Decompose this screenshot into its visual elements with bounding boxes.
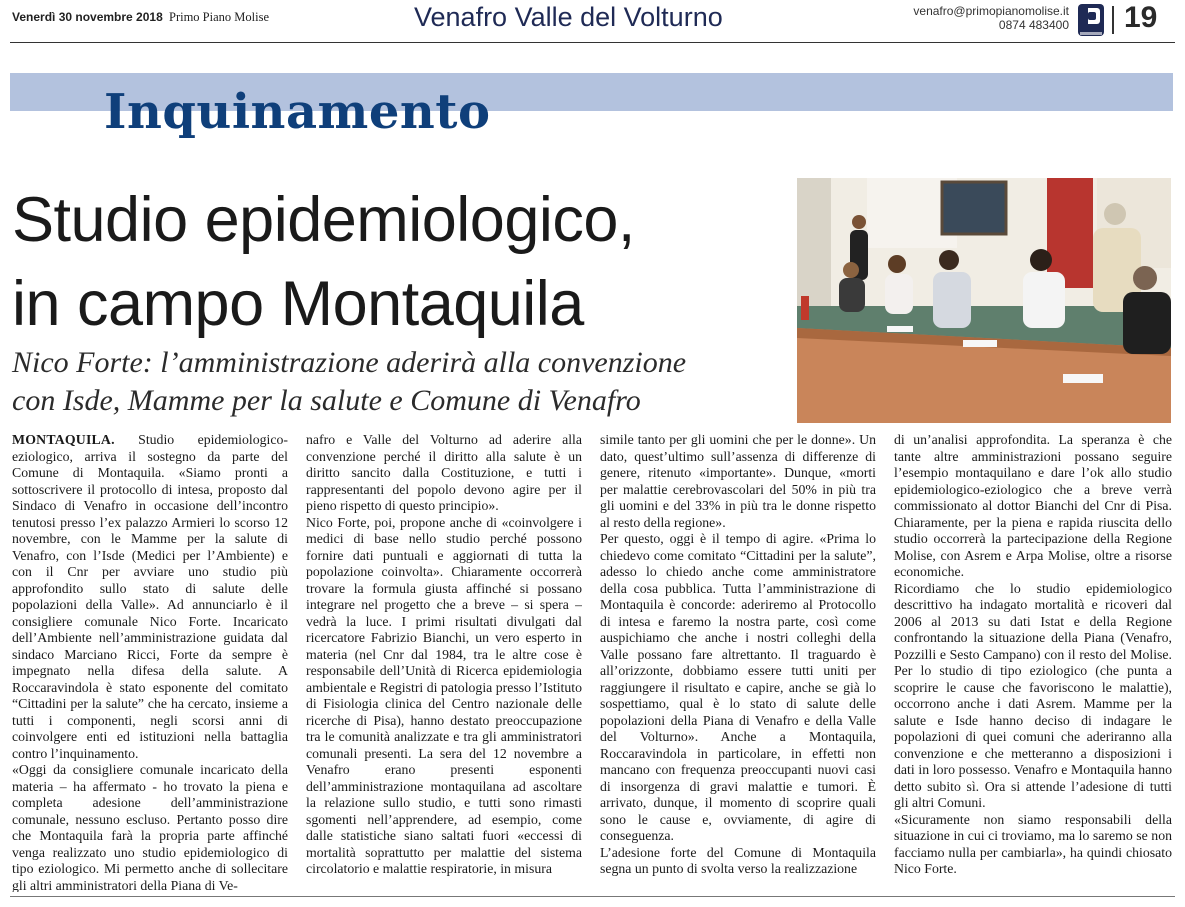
contact-email[interactable]: venafro@primopianomolise.it bbox=[913, 4, 1069, 18]
headline-line-1: Studio epidemiologico, bbox=[12, 185, 635, 255]
article-paragraph: «Sicuramente non siamo responsabili della situazione in cui ci troviamo, ma lo saremo se non facciamo nulla per cambiarla», ha quindi chiosato Nico Forte. bbox=[894, 811, 1172, 876]
article-paragraph: L’adesione forte del Comune di Montaquila segna un punto di svolta verso la realizzazione bbox=[600, 844, 876, 876]
article-paragraph: Nico Forte, poi, propone anche di «coinvolgere i medici di base nello studio perché possono fornire dati puntuali e aggiornati di tutta la popolazione coinvolta». Chiaramente occorrerà trovare la formula giusta affinché si possano integrare nel progetto che a breve – si spera – vedrà la luce. I primi risultati divulgati dal ricercatore Fabrizio Bianchi, un vero esperto in materia (nel Cnr dal 1984, tra le altre cose è responsabile dell’Unità di Ricerca epidemiologia ambientale e Registri di patologia presso l’Istituto di Fisiologia clinica del Centro nazionale delle ricerche di Pisa), hanno destato preoccupazione tra le comunità analizzate e tra gli amministratori comunali presenti. La sera del 12 novembre a Venafro erano presenti esponenti dell’amministrazione montaquilana ad ascoltare la relazione sullo studio, e tutti sono rimasti sgomenti nell’apprendere, ad esempio, come dalle statistiche siano saltati fuori «eccessi di mortalità soprattutto per malattie del sistema circolatorio e malattie respiratorie, in misura bbox=[306, 514, 582, 876]
page-number: 19 bbox=[1124, 1, 1158, 34]
article-paragraph: «Oggi da consigliere comunale incaricato della materia – ha affermato - ho trovato la piena e completa adesione dell’amministrazione comunale, nessuno escluso. Pertanto posso dire che Montaquila farà la propria parte affinché venga realizzato uno studio epidemiologico di tipo eziologico. Mi permetto anche di sollecitare gli altri amministratori della Piana di Ve- bbox=[12, 762, 288, 892]
contact-info bbox=[905, 4, 1069, 32]
dateline: MONTAQUILA. bbox=[12, 432, 115, 447]
article-paragraph bbox=[12, 432, 288, 762]
headline bbox=[12, 178, 812, 346]
article-paragraph: di un’analisi approfondita. La speranza è che tante altre amministrazioni possano seguire l’esempio montaquilano e dare l’ok allo studio epidemiologico-eziologico che a breve verrà commissionato al dottor Bianchi del Cnr di Pisa. Chiaramente, per la piena e rapida riuscita dello studio occorrerà la partecipazione della Regione Molise, con Asrem e Arpa Molise, oltre a risorse economiche. bbox=[894, 432, 1172, 579]
article-paragraph: Per questo, oggi è il tempo di agire. «Prima lo chiedevo come comitato “Cittadini per la salute”, adesso lo chiedo anche come amministratore della cosa pubblica. Tutta l’amministrazione di Montaquila è concorde: aderiremo al Protocollo di intesa e faremo la nostra parte, così come auspichiamo che anche i nostri colleghi della Valle possano fare altrettanto. Il traguardo è all’orizzonte, dobbiamo essere tutti uniti per raggiungere il risultato e capire, anche se già lo sospettiamo, qual è lo stato di salute delle popolazioni della Piana di Venafro e della Valle del Volturno». Anche a Montaquila, Roccaravindola in particolare, in effetti non mancano con frequenza preoccupanti nuovi casi di insorgenza di gravi malattie e tumori. È arrivato, dunque, il momento di scoprire quali sono le cause e, ovviamente, di agire di conseguenza. bbox=[600, 531, 876, 843]
subheadline bbox=[12, 344, 812, 420]
header-separator bbox=[1112, 6, 1114, 34]
edition-title: Venafro Valle del Volturno bbox=[414, 2, 723, 32]
article-column-2 bbox=[306, 432, 582, 892]
headline-line-2: in campo Montaquila bbox=[12, 269, 584, 339]
newspaper-logo-icon bbox=[1077, 3, 1105, 37]
issue-date: Venerdì 30 novembre 2018 bbox=[12, 10, 163, 24]
paragraph-text: Studio epidemiologico-eziologico, arriva il sostegno da parte del Comune di Montaquila. «Siamo pronti a sottoscrivere il protocollo di intesa, proposto dal Sindaco di Venafro in occasione dell’incontro tenutosi presso l’ex palazzo Armieri lo scorso 12 novembre, con le Mamme per la salute di Venafro, con l’Isde (Medici per l’Ambiente) e con il Cnr per avviare uno studio più approfondito sullo stato di salute delle popolazioni della Valle». Ad annunciarlo è il consigliere comunale Nico Forte. Incaricato dell’Ambiente nell’amministrazione guidata dal sindaco Marciano Ricci, Forte da sempre è impegnato nella difesa della salute. A Roccaravindola è stato esponente del comitato “Cittadini per la salute” che ha cercato, insieme a tutti i componenti, negli scorsi anni di coinvolgere enti ed istituzioni nella battaglia contro l’inquinamento. bbox=[12, 432, 288, 761]
section-title: Inquinamento bbox=[104, 84, 491, 140]
article-paragraph: nafro e Valle del Volturno ad aderire alla convenzione perché il diritto alla salute è un diritto sancito dalla Costituzione, e tutti i rappresentanti del popolo devono agire per il pieno rispetto di questo principio». bbox=[306, 432, 582, 513]
header-rule bbox=[10, 42, 1175, 43]
subheadline-line-2: con Isde, Mamme per la salute e Comune di Venafro bbox=[12, 384, 641, 417]
article-paragraph: simile tanto per gli uomini che per le donne». Un dato, quest’ultimo sull’assenza di differenze di genere, ritenuto «importante». Dunque, «morti per malattie cerebrovascolari del 50% in più tra gli uomini e del 33% in più tra le donne rispetto al resto della regione». bbox=[600, 432, 876, 530]
subheadline-line-1: Nico Forte: l’amministrazione aderirà alla convenzione bbox=[12, 346, 687, 379]
header-date-line bbox=[12, 10, 269, 25]
contact-phone: 0874 483400 bbox=[998, 18, 1069, 32]
meeting-photo bbox=[797, 178, 1171, 423]
paper-name: Primo Piano Molise bbox=[169, 10, 270, 24]
bottom-rule bbox=[10, 896, 1175, 897]
article-column-1 bbox=[12, 432, 288, 892]
article-column-4 bbox=[894, 432, 1172, 892]
article-paragraph: Ricordiamo che lo studio epidemiologico descrittivo ha indagato mortalità e ricoveri dal 2006 al 2013 su dati Istat e della Regione confrontando la situazione della Piana (Venafro, Pozzilli e Sesto Campano) con il resto del Molise. Per lo studio di tipo eziologico (che punta a scoprire le cause che favoriscono le malattie), occorrono anche i dati Asrem. Mamme per la salute e Isde hanno deciso di indagare le popolazioni di quei comuni che aderiranno alla convenzione e che metteranno a disposizioni i dati in loro possesso. Venafro e Montaquila hanno detto subito sì. Ora si attende l’adesione di tutti gli altri Comuni. bbox=[894, 580, 1172, 810]
article-column-3 bbox=[600, 432, 876, 892]
